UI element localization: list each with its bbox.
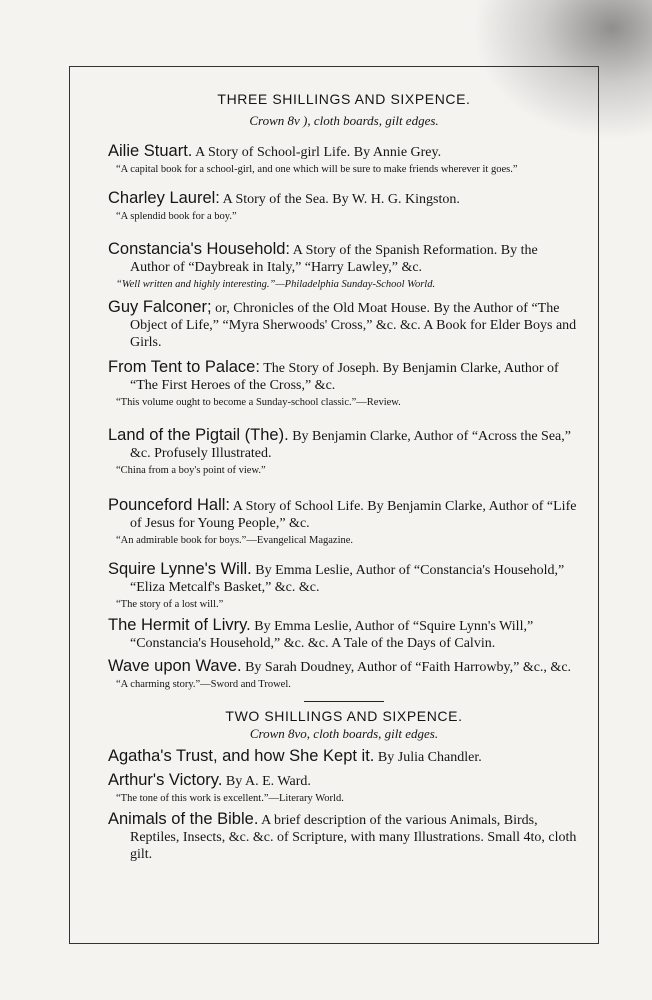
- section-heading-two-shillings: TWO SHILLINGS AND SIXPENCE.: [225, 708, 463, 724]
- book-description: By Sarah Doudney, Author of “Faith Harrowby,” &c., &c.: [245, 660, 572, 675]
- book-review: “China from a boy's point of view.”: [116, 465, 266, 476]
- book-entry: [108, 143, 580, 176]
- book-title: Ailie Stuart.: [108, 142, 193, 160]
- book-description: A brief description of the various Animals, Birds, Reptiles, Insects, &c. &c. of Scripture, with many Illustrations. Small 4to, cloth gilt.: [130, 813, 577, 862]
- section-subheading: Crown 8v ), cloth boards, gilt edges.: [249, 113, 439, 128]
- book-entry: [108, 359, 580, 409]
- book-review: “A charming story.”—Sword and Trowel.: [116, 679, 291, 690]
- book-description: By Benjamin Clarke, Author of “Across the Sea,” &c. Profusely Illustrated.: [130, 429, 571, 461]
- book-description: A Story of School-girl Life. By Annie Grey.: [195, 145, 442, 160]
- book-title: The Hermit of Livry.: [108, 616, 251, 634]
- book-review: “A capital book for a school-girl, and one which will be sure to make friends wherever it goes.”: [116, 164, 518, 175]
- section-subheading: Crown 8vo, cloth boards, gilt edges.: [249, 726, 439, 741]
- section-divider: [304, 701, 384, 702]
- book-review: “The story of a lost will.”: [116, 599, 224, 610]
- book-description: The Story of Joseph. By Benjamin Clarke, Author of “The First Heroes of the Cross,” &c.: [130, 361, 559, 393]
- book-description: By Emma Leslie, Author of “Squire Lynn's Will,” “Constancia's Household,” &c. &c. A Tale of the Days of Calvin.: [130, 619, 534, 651]
- book-review: “An admirable book for boys.”—Evangelical Magazine.: [116, 535, 354, 546]
- book-description: By A. E. Ward.: [225, 774, 311, 789]
- section-heading-three-shillings: THREE SHILLINGS AND SIXPENCE.: [217, 91, 471, 107]
- book-entry: [108, 497, 580, 547]
- book-title: Land of the Pigtail (The).: [108, 426, 289, 444]
- book-title: Pounceford Hall:: [108, 496, 230, 514]
- book-title: Guy Falconer;: [108, 298, 212, 316]
- book-entry: [108, 811, 580, 863]
- book-title: Constancia's Household:: [108, 240, 291, 258]
- book-entry: [108, 617, 580, 652]
- book-title: Charley Laurel:: [108, 189, 220, 207]
- book-review: “This volume ought to become a Sunday-school classic.”—Review.: [116, 397, 401, 408]
- book-description: A Story of the Sea. By W. H. G. Kingston.: [222, 192, 460, 207]
- book-title: Arthur's Victory.: [108, 771, 223, 789]
- book-entry: [108, 427, 580, 477]
- book-entry: [108, 561, 580, 611]
- book-description: A Story of School Life. By Benjamin Clarke, Author of “Life of Jesus for Young People,” &c.: [130, 499, 577, 531]
- book-description: A Story of the Spanish Reformation. By the Author of “Daybreak in Italy,” “Harry Lawley,” &c.: [130, 243, 538, 275]
- book-title: Wave upon Wave.: [108, 657, 242, 675]
- book-title: Animals of the Bible.: [108, 810, 259, 828]
- advertisement-frame: [69, 66, 599, 944]
- book-title: Agatha's Trust, and how She Kept it.: [108, 747, 375, 765]
- book-description: By Emma Leslie, Author of “Constancia's Household,” “Eliza Metcalf's Basket,” &c. &c.: [130, 563, 565, 595]
- book-review: “Well written and highly interesting.”—Philadelphia Sunday-School World.: [116, 279, 436, 290]
- book-description: By Julia Chandler.: [377, 750, 482, 765]
- book-entry: [108, 241, 580, 291]
- book-entry: [108, 190, 580, 223]
- book-description: or, Chronicles of the Old Moat House. By the Author of “The Object of Life,” “Myra Sherwoods' Cross,” &c. &c. A Book for Elder Boys and Girls.: [130, 301, 577, 350]
- book-entry: [108, 658, 580, 691]
- book-entry: [108, 299, 580, 351]
- book-review: “The tone of this work is excellent.”—Literary World.: [116, 793, 344, 804]
- book-title: Squire Lynne's Will.: [108, 560, 252, 578]
- book-review: “A splendid book for a boy.”: [116, 211, 237, 222]
- book-entry: [108, 772, 580, 805]
- book-title: From Tent to Palace:: [108, 358, 260, 376]
- book-entry: [108, 748, 580, 766]
